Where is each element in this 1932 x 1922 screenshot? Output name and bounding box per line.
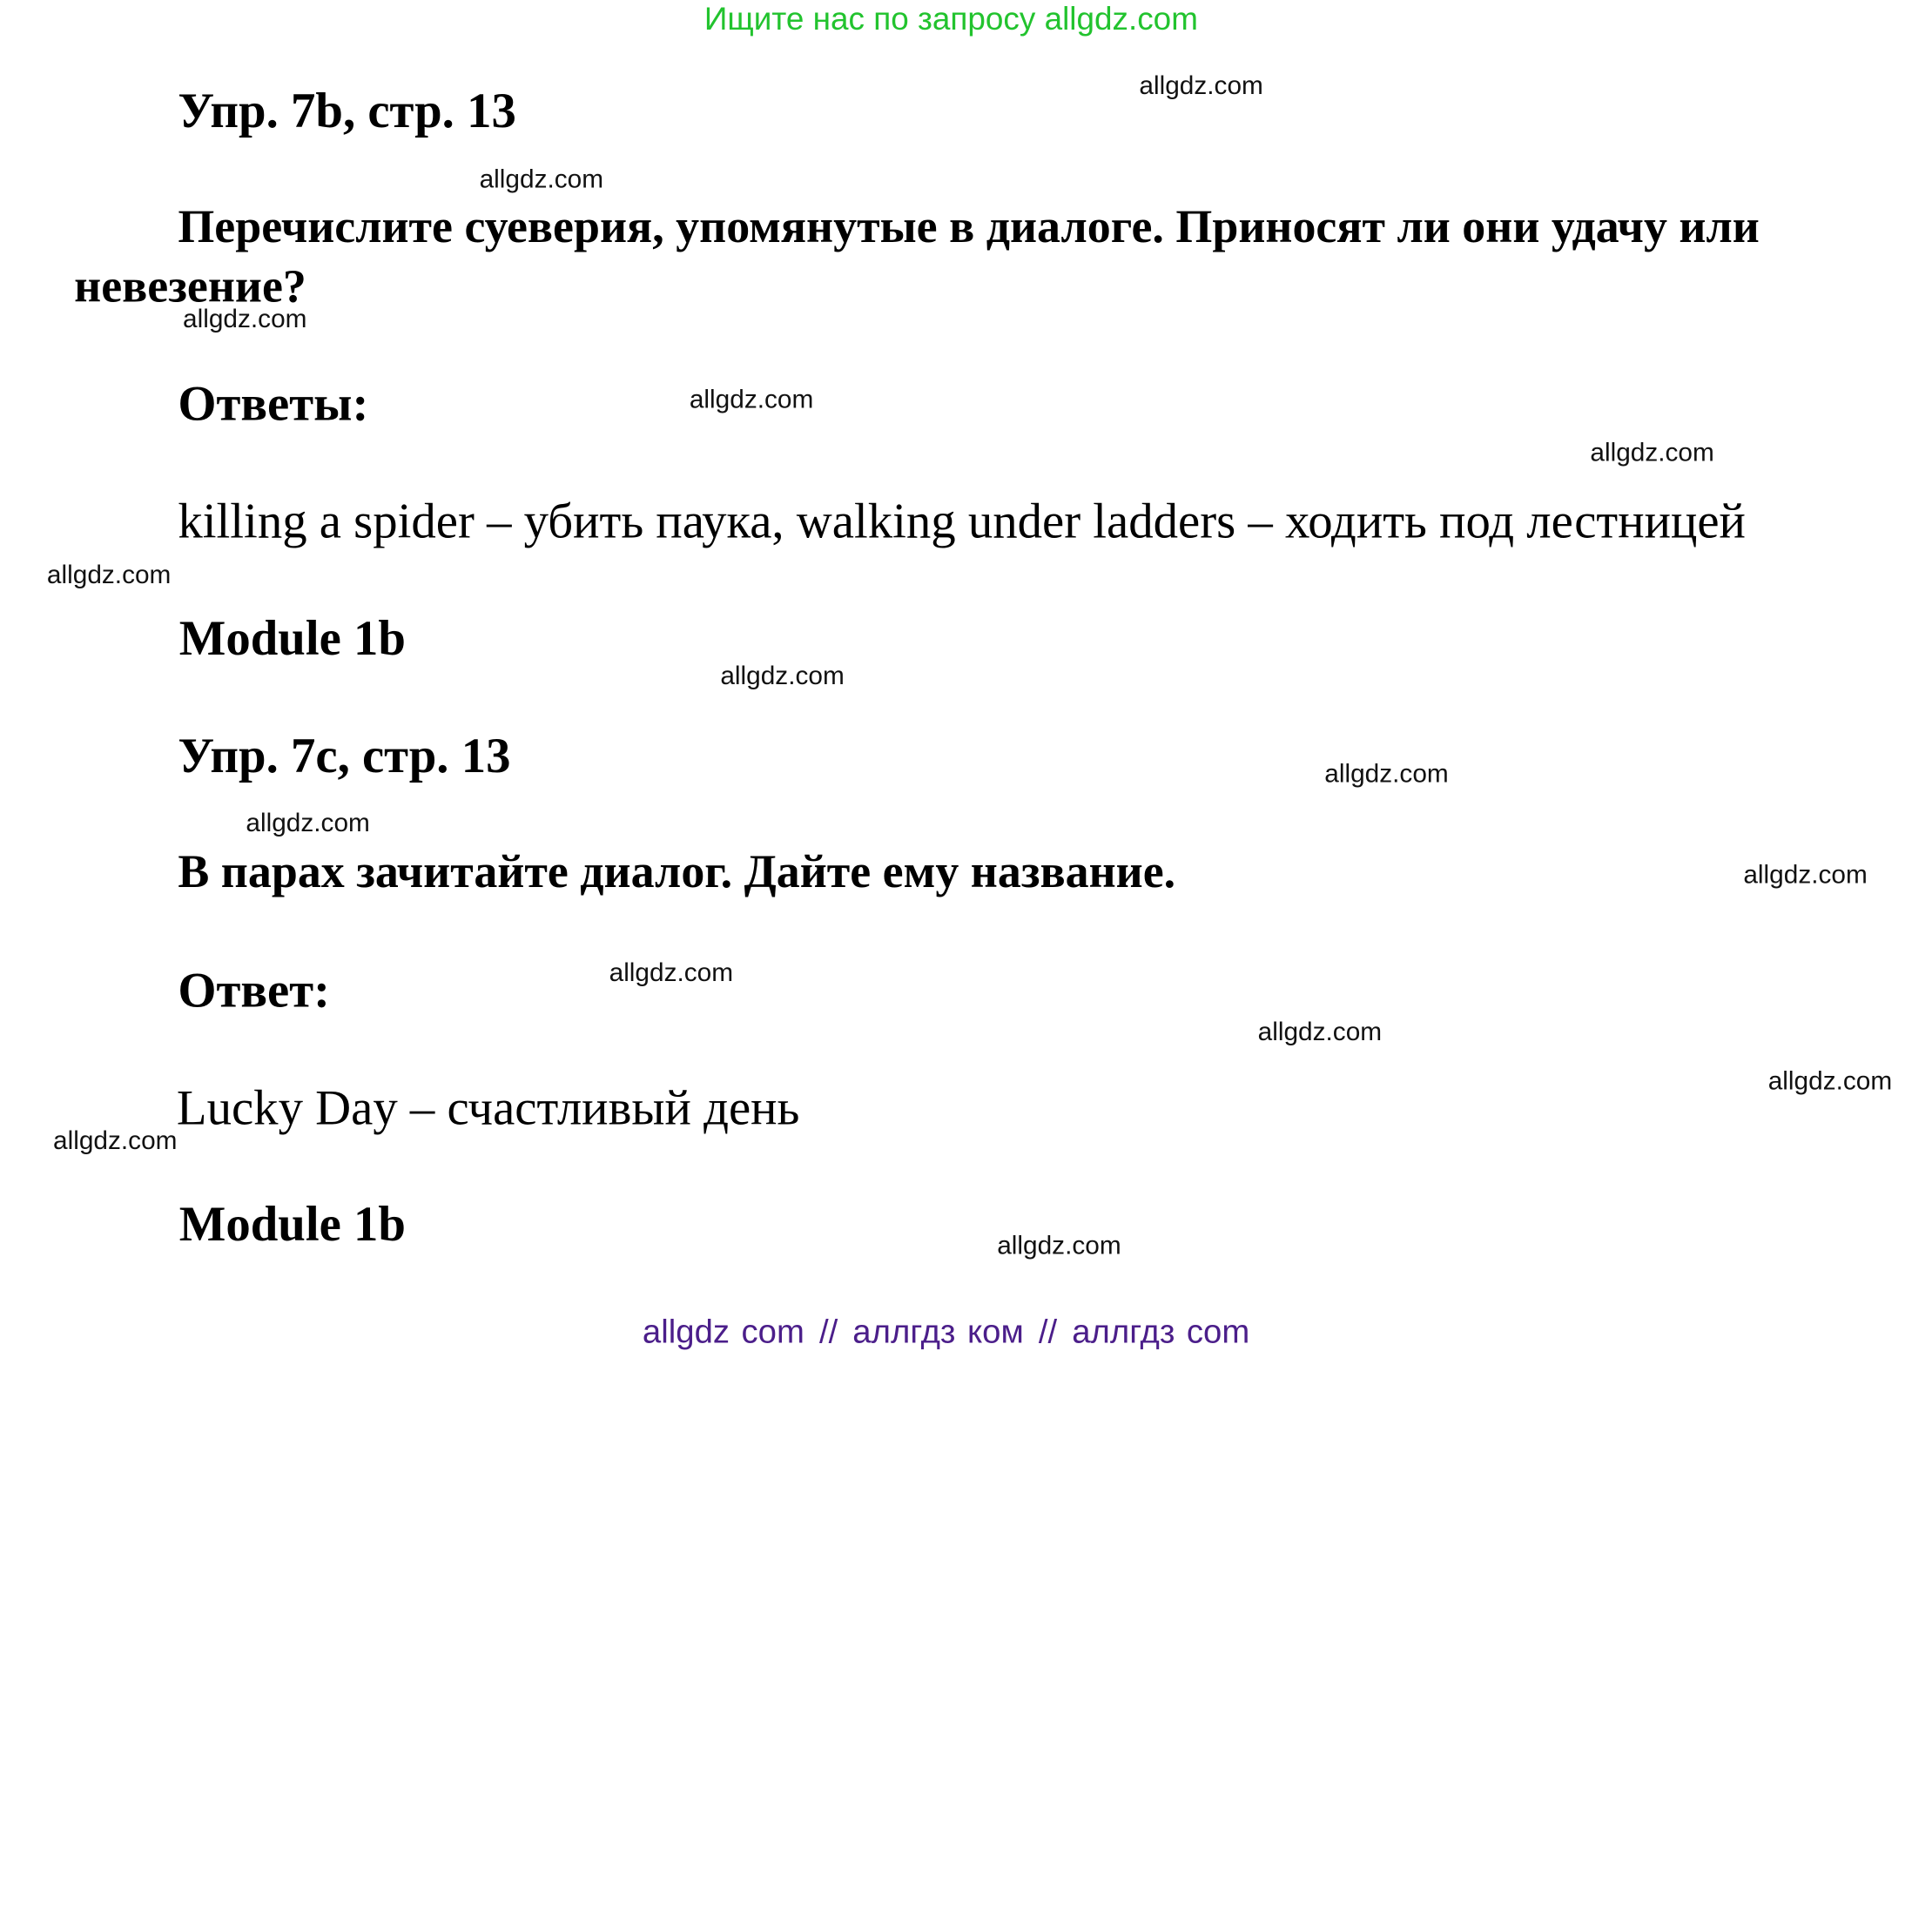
watermark: allgdz.com	[246, 809, 370, 838]
search-banner[interactable]: Ищите нас по запросу allgdz.com	[703, 0, 1198, 37]
watermark: allgdz.com	[609, 958, 734, 987]
watermark: allgdz.com	[183, 305, 307, 334]
footer-separator: //	[1038, 1313, 1058, 1351]
footer-links	[643, 1314, 1249, 1352]
watermark: allgdz.com	[46, 561, 172, 589]
watermark: allgdz.com	[1767, 1067, 1893, 1096]
question-7b: Перечислите суеверия, упомянутые в диалоге. Приносят ли они удачу или невезение?	[74, 201, 1760, 313]
watermark: allgdz.com	[997, 1231, 1121, 1260]
footer-link-allgdz[interactable]: allgdz com	[642, 1313, 804, 1351]
watermark: allgdz.com	[689, 385, 814, 414]
watermark: allgdz.com	[1590, 438, 1714, 467]
module-label-1: Module 1b	[178, 610, 406, 666]
watermark: allgdz.com	[720, 662, 845, 691]
answer-text-7c: Lucky Day – счастливый день	[176, 1079, 800, 1136]
watermark: allgdz.com	[1257, 1018, 1383, 1046]
watermark: allgdz.com	[1139, 71, 1263, 100]
exercise-title-7c: Упр. 7c, стр. 13	[178, 727, 511, 783]
question-7c: В парах зачитайте диалог. Дайте ему название.	[178, 846, 1176, 898]
footer-separator: //	[818, 1313, 838, 1351]
answers-label-7c: Ответ:	[178, 962, 331, 1018]
answer-text-7b: killing a spider – убить паука, walking under ladders – ходить под лестницей	[178, 493, 1746, 549]
footer-link-allgdz-mixed[interactable]: аллгдз com	[1072, 1313, 1250, 1351]
answers-label-7b: Ответы:	[178, 375, 369, 432]
module-label-2: Module 1b	[178, 1195, 406, 1252]
footer-link-allgdz-cyrillic[interactable]: аллгдз ком	[852, 1313, 1024, 1351]
watermark: allgdz.com	[53, 1126, 178, 1155]
watermark: allgdz.com	[1324, 759, 1449, 789]
exercise-title-7b: Упр. 7b, стр. 13	[178, 83, 516, 138]
watermark: allgdz.com	[479, 165, 604, 194]
watermark: allgdz.com	[1743, 861, 1868, 890]
